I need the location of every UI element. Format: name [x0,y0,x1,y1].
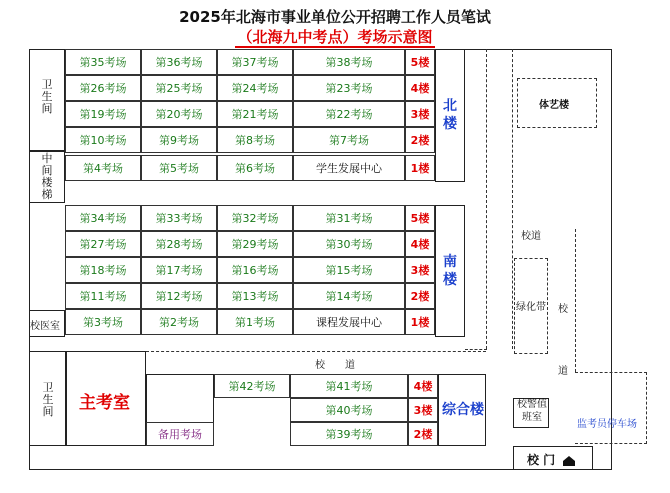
north-room-r2-c3: 第22考场 [293,101,405,127]
gate-icon [562,452,576,464]
south-floor-r1: 4楼 [405,231,435,257]
school-gate-label: 校 门 [527,453,556,467]
south-room-r3-c1: 第12考场 [141,283,217,309]
south-room-r2-c1: 第17考场 [141,257,217,283]
north-building [29,49,465,201]
south-floor-r0: 5楼 [405,205,435,231]
north-floor-r1: 4楼 [405,75,435,101]
north-room-r2-c0: 第19考场 [65,101,141,127]
north-building-name: 北楼 [443,98,457,132]
north-room-r3-c3: 第7考场 [293,127,405,153]
north-room-r1-c1: 第25考场 [141,75,217,101]
north-right-dashed-road [465,49,487,349]
south-room-r2-c3: 第15考场 [293,257,405,283]
exam-room-41: 第41考场 [290,374,408,398]
north-floor-r0: 5楼 [405,49,435,75]
campus-road-vertical-label-3: 道 [558,366,568,377]
south-room-r3-c2: 第13考场 [217,283,293,309]
road-bottom-dashed [465,349,487,350]
north-room-r4-c1: 第5考场 [141,155,217,181]
south-room-r0-c3: 第31考场 [293,205,405,231]
complex-floor-3: 3楼 [408,398,438,422]
gym-label: 体艺楼 [539,100,569,111]
south-room-r1-c1: 第28考场 [141,231,217,257]
north-room-r4-c0: 第4考场 [65,155,141,181]
south-room-r3-c0: 第11考场 [65,283,141,309]
south-room-r2-c2: 第16考场 [217,257,293,283]
south-floor-r2: 3楼 [405,257,435,283]
north-toilet-label: 卫生间 [41,78,53,115]
south-room-r0-c2: 第32考场 [217,205,293,231]
south-room-r4-c1: 第2考场 [141,309,217,335]
north-floor-r2: 3楼 [405,101,435,127]
exam-room-39: 第39考场 [290,422,408,446]
campus-road-vertical-label-1: 校道 [521,231,541,242]
south-floor-r3: 2楼 [405,283,435,309]
page-title: 2025年北海市事业单位公开招聘工作人员笔试 [179,8,491,26]
spare-room: 备用考场 [146,422,214,446]
north-room-r2-c2: 第21考场 [217,101,293,127]
south-room-r2-c0: 第18考场 [65,257,141,283]
campus-road-vertical-label-2: 校 [558,304,568,315]
north-room-r1-c2: 第24考场 [217,75,293,101]
complex-floor-2: 2楼 [408,422,438,446]
complex-building-name: 综合楼 [442,402,484,418]
north-room-r3-c2: 第8考场 [217,127,293,153]
north-room-r2-c1: 第20考场 [141,101,217,127]
north-room-r4-c3: 学生发展中心 [293,155,405,181]
south-room-r1-c3: 第30考场 [293,231,405,257]
north-room-r0-c2: 第37考场 [217,49,293,75]
south-room-r4-c0: 第3考场 [65,309,141,335]
south-room-r0-c1: 第33考场 [141,205,217,231]
north-room-r3-c0: 第10考场 [65,127,141,153]
north-room-r1-c3: 第23考场 [293,75,405,101]
south-room-r3-c3: 第14考场 [293,283,405,309]
right-vertical-road-dashed [575,229,576,372]
bottom-toilet-label: 卫生间 [42,381,54,418]
campus-road-dashed-edge [146,351,486,352]
clinic-label: 校医室 [30,321,60,332]
north-room-r3-c1: 第9考场 [141,127,217,153]
parking-area [575,372,647,444]
north-room-r0-c1: 第36考场 [141,49,217,75]
north-room-r4-c2: 第6考场 [217,155,293,181]
main-exam-room-label: 主考室 [79,393,130,413]
north-floor-r4: 1楼 [405,155,435,181]
north-floor-r3: 2楼 [405,127,435,153]
exam-room-42: 第42考场 [214,374,290,398]
south-building-name: 南楼 [443,254,457,288]
south-room-r4-c3: 课程发展中心 [293,309,405,335]
north-room-r0-c0: 第35考场 [65,49,141,75]
south-building [29,205,465,337]
south-room-r1-c2: 第29考场 [217,231,293,257]
complex-building [146,374,486,446]
middle-stairs-label: 中间楼梯 [41,152,53,201]
south-room-r4-c2: 第1考场 [217,309,293,335]
page-subtitle: （北海九中考点）考场示意图 [237,28,433,46]
left-vertical-road-dashed [512,49,513,349]
south-room-r0-c0: 第34考场 [65,205,141,231]
guard-room-label: 校警值班室 [517,399,547,423]
north-room-r0-c3: 第38考场 [293,49,405,75]
north-room-r1-c0: 第26考场 [65,75,141,101]
campus-road-horizontal-label: 校 道 [315,360,355,371]
south-room-r1-c0: 第27考场 [65,231,141,257]
complex-floor-4: 4楼 [408,374,438,398]
exam-room-40: 第40考场 [290,398,408,422]
south-floor-r4: 1楼 [405,309,435,335]
green-belt-label: 绿化带 [516,302,546,313]
invigilator-parking-label: 监考员停车场 [577,419,637,430]
